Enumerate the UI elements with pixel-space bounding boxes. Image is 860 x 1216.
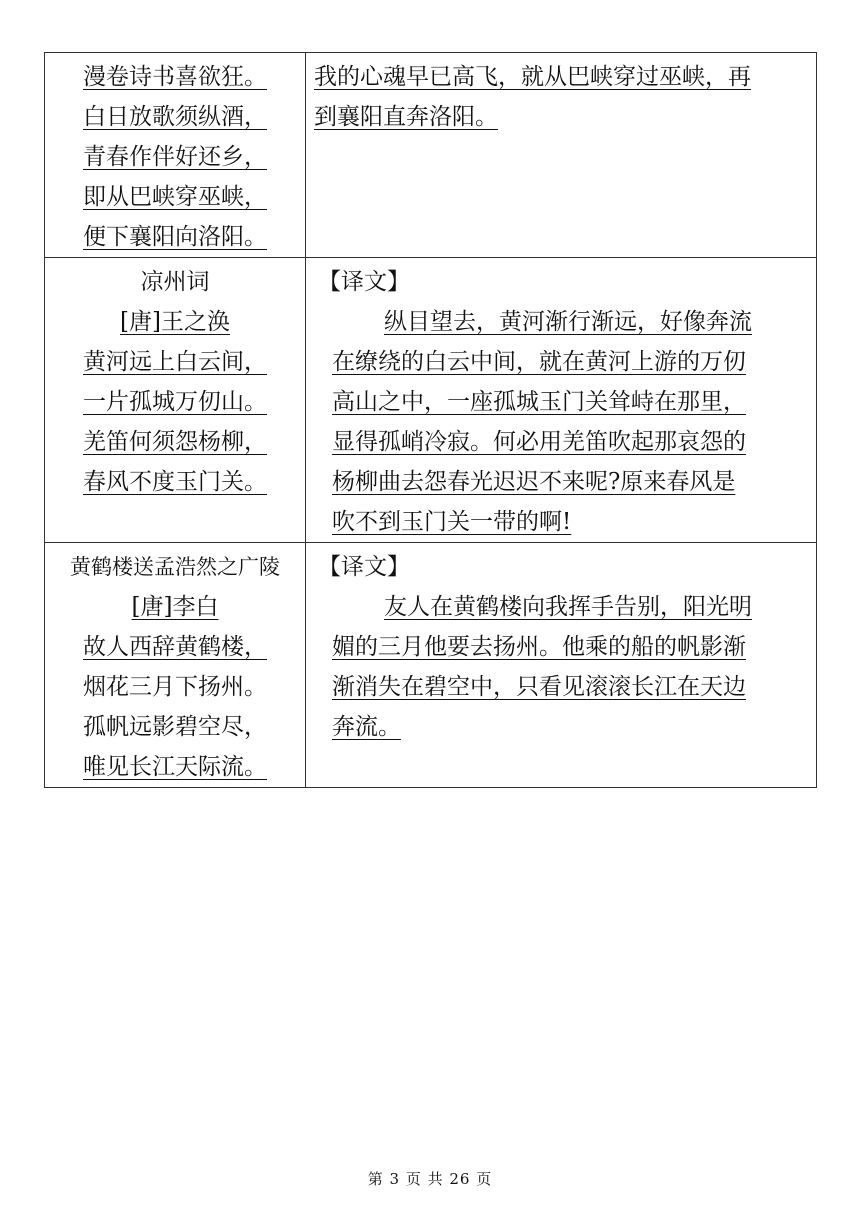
poem-line: 黄河远上白云间， [83,349,267,375]
poem-line: 一片孤城万仞山。 [83,389,267,415]
poem-line: 烟花三月下扬州。 [83,674,267,700]
poem-cell [45,258,306,543]
poem-line: 羌笛何须怨杨柳， [83,429,267,455]
poem-table [44,52,817,788]
translation-line: 在缭绕的白云中间，就在黄河上游的万仞 [332,349,746,375]
translation-tag: 【译文】 [318,554,410,580]
poem-line: 唯见长江天际流。 [83,754,267,780]
translation-cell [306,258,817,543]
table-row [45,258,817,543]
table-row [45,53,817,258]
poem-line: 白日放歌须纵酒， [83,104,267,130]
poem-cell [45,53,306,258]
translation-line: 杨柳曲去怨春光迟迟不来呢?原来春风是 [332,469,736,495]
poem-line: 漫卷诗书喜欲狂。 [83,64,267,90]
translation-line: 到襄阳直奔洛阳。 [314,104,498,130]
poem-line: 故人西辞黄鹤楼， [83,634,267,660]
translation-line: 纵目望去，黄河渐行渐远，好像奔流 [384,309,752,335]
poem-line: 孤帆远影碧空尽， [83,714,267,740]
translation-line: 显得孤峭冷寂。何必用羌笛吹起那哀怨的 [332,429,746,455]
translation-cell [306,53,817,258]
translation-cell [306,543,817,788]
poem-line: 青春作伴好还乡， [83,144,267,170]
translation-tag: 【译文】 [318,269,410,295]
poem-author: [唐]王之涣 [120,309,230,335]
poem-author: [唐]李白 [131,594,219,620]
poem-title: 黄鹤楼送孟浩然之广陵 [70,555,280,579]
translation-line: 渐消失在碧空中，只看见滚滚长江在天边 [332,674,746,700]
page-footer: 第 3 页 共 26 页 [367,1170,493,1188]
translation-line: 奔流。 [332,714,401,740]
poem-line: 即从巴峡穿巫峡， [83,184,267,210]
poem-cell [45,543,306,788]
poem-title: 凉州词 [140,269,210,295]
translation-line: 友人在黄鹤楼向我挥手告别，阳光明 [384,594,752,620]
table-row [45,543,817,788]
poem-line: 春风不度玉门关。 [83,469,267,495]
translation-line: 媚的三月他要去扬州。他乘的船的帆影渐 [332,634,746,660]
translation-line: 我的心魂早已高飞，就从巴峡穿过巫峡，再 [314,64,751,90]
poem-line: 便下襄阳向洛阳。 [83,224,267,250]
translation-line: 吹不到玉门关一带的啊! [332,509,572,535]
translation-line: 高山之中，一座孤城玉门关耸峙在那里， [332,389,746,415]
